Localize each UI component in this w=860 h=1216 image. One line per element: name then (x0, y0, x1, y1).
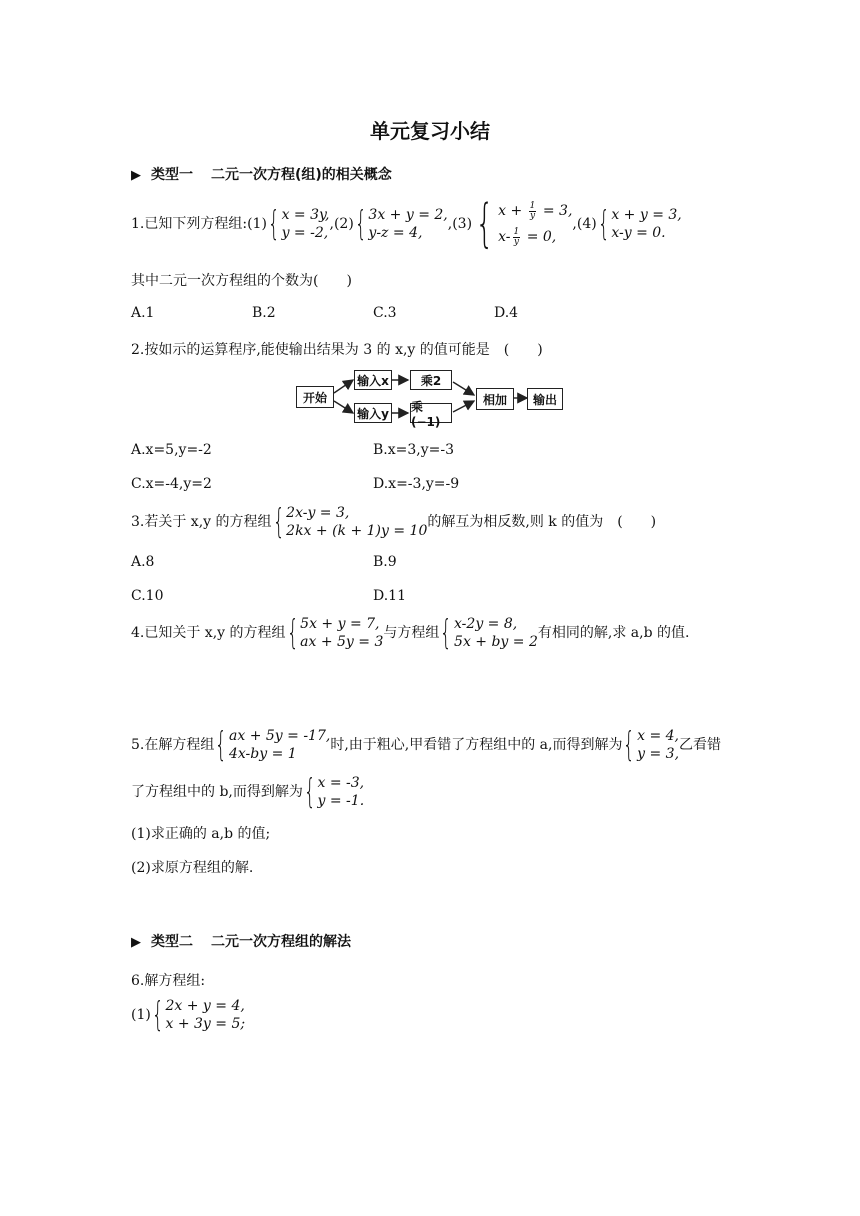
equation: 2x + y = 4, (165, 998, 245, 1014)
question-text: 与方程组 (383, 625, 440, 641)
equation-system: { 2x-y = 3, 2kx + (k + 1)y = 10 (272, 502, 428, 542)
section-label: 类型二 (151, 934, 193, 950)
fraction-denominator: y (529, 210, 536, 221)
flow-add-box: 相加 (476, 388, 514, 410)
question-1-ask: 其中二元一次方程组的个数为( ) (131, 273, 352, 289)
equation-system-1: { x = 3y, y = -2, (267, 204, 330, 244)
equation: x + 3y = 5; (165, 1016, 246, 1032)
option-a: A.x=5,y=-2 (131, 442, 212, 458)
question-3 (131, 504, 656, 540)
equation-system-2: { 3x + y = 2, y-z = 4, (354, 204, 448, 244)
triangle-icon: ▶ (131, 168, 141, 183)
question-text: 的解互为相反数,则 k 的值为 ( ) (427, 514, 657, 530)
equation: x-2y = 8, (454, 616, 518, 632)
equation: y-z = 4, (368, 225, 423, 241)
question-2: 2.按如示的运算程序,能使输出结果为 3 的 x,y 的值可能是 ( ) (131, 342, 543, 358)
option-d: D.11 (373, 588, 406, 604)
equation: 2x-y = 3, (286, 505, 350, 521)
solution-system: { x = -3, y = -1. (303, 772, 365, 812)
question-6-part1 (131, 997, 245, 1033)
equation: x = 3y, (281, 207, 330, 223)
triangle-icon: ▶ (131, 935, 141, 950)
question-text: 了方程组中的 b,而得到解为 (131, 784, 303, 800)
equation: 3x + y = 2, (368, 207, 448, 223)
question-text: 5.在解方程组 (131, 737, 215, 753)
question-5-line2 (131, 774, 364, 810)
question-text: 3.若关于 x,y 的方程组 (131, 514, 272, 530)
question-1 (131, 194, 682, 254)
equation: 5x + by = 2 (454, 634, 538, 650)
equation: x = 4, (637, 728, 680, 744)
equation: ax + 5y = -17, (229, 728, 331, 744)
question-6: 6.解方程组: (131, 973, 206, 989)
system-tag: (1) (131, 1007, 151, 1023)
section-name: 二元一次方程(组)的相关概念 (211, 167, 392, 183)
equation-system-4: { x + y = 3, x-y = 0. (597, 204, 682, 244)
fraction-denominator: y (513, 236, 519, 247)
section-heading-2 (131, 931, 351, 951)
equation-system: { x-2y = 8, 5x + by = 2 (440, 613, 538, 653)
option-c: C.3 (373, 305, 397, 321)
question-text: 时,由于粗心,甲看错了方程组中的 a,而得到解为 (330, 737, 623, 753)
flow-mul-neg1-box: 乘(−1) (410, 403, 452, 423)
option-b: B.9 (373, 554, 397, 570)
section-name: 二元一次方程组的解法 (211, 934, 351, 950)
question-text: 4.已知关于 x,y 的方程组 (131, 625, 286, 641)
flow-mul2-box: 乘2 (410, 370, 452, 390)
option-b: B.x=3,y=-3 (373, 442, 454, 458)
option-d: D.x=-3,y=-9 (373, 476, 460, 492)
question-5-sub2: (2)求原方程组的解. (131, 860, 254, 876)
page-title: 单元复习小结 (370, 119, 490, 143)
equation-system: { 5x + y = 7, ax + 5y = 3 (286, 613, 384, 653)
option-c: C.10 (131, 588, 164, 604)
equation: x + y = 3, (611, 207, 682, 223)
equation: y = -1. (317, 793, 365, 809)
section-label: 类型一 (151, 167, 193, 183)
system-tag: ,(3) (447, 216, 473, 232)
equation: 4x-by = 1 (229, 746, 297, 762)
question-text: 有相同的解,求 a,b 的值. (537, 625, 690, 641)
equation: ax + 5y = 3 (300, 634, 384, 650)
section-heading-1 (131, 164, 392, 184)
flow-input-x-box: 输入x (354, 370, 392, 390)
question-5 (131, 727, 721, 763)
equation-system-3: { x + $\frac{1}{y}$ = 3, x- $\frac{1}{y}$ = 0, (475, 194, 573, 254)
fraction-numerator: 1 (529, 200, 536, 211)
flow-input-y-box: 输入y (354, 403, 392, 423)
equation: 2kx + (k + 1)y = 10 (286, 523, 428, 539)
equation-system: { 2x + y = 4, x + 3y = 5; (151, 995, 246, 1035)
equation: x-y = 0. (611, 225, 666, 241)
question-5-sub1: (1)求正确的 a,b 的值; (131, 826, 271, 842)
option-a: A.8 (131, 554, 155, 570)
flow-output-box: 输出 (527, 388, 563, 410)
question-text: 1.已知下列方程组: (131, 216, 248, 232)
option-b: B.2 (252, 305, 276, 321)
equation: x + $\frac{1}{y}$ = 3, (498, 200, 573, 221)
fraction-numerator: 1 (513, 226, 520, 237)
equation: y = -2, (281, 225, 329, 241)
option-a: A.1 (131, 305, 155, 321)
system-tag: ,(4) (572, 216, 597, 232)
equation-system: { ax + 5y = -17, 4x-by = 1 (215, 725, 331, 765)
question-4 (131, 615, 689, 651)
question-text: 乙看错 (679, 737, 722, 753)
system-tag: (1) (247, 216, 267, 232)
solution-system: { x = 4, y = 3, (623, 725, 680, 765)
equation: y = 3, (637, 746, 680, 762)
equation: x- $\frac{1}{y}$ = 0, (498, 226, 557, 247)
system-tag: ,(2) (329, 216, 354, 232)
equation: x = -3, (317, 775, 365, 791)
option-c: C.x=-4,y=2 (131, 476, 212, 492)
flow-start-box: 开始 (296, 386, 334, 408)
option-d: D.4 (494, 305, 519, 321)
equation: 5x + y = 7, (300, 616, 380, 632)
